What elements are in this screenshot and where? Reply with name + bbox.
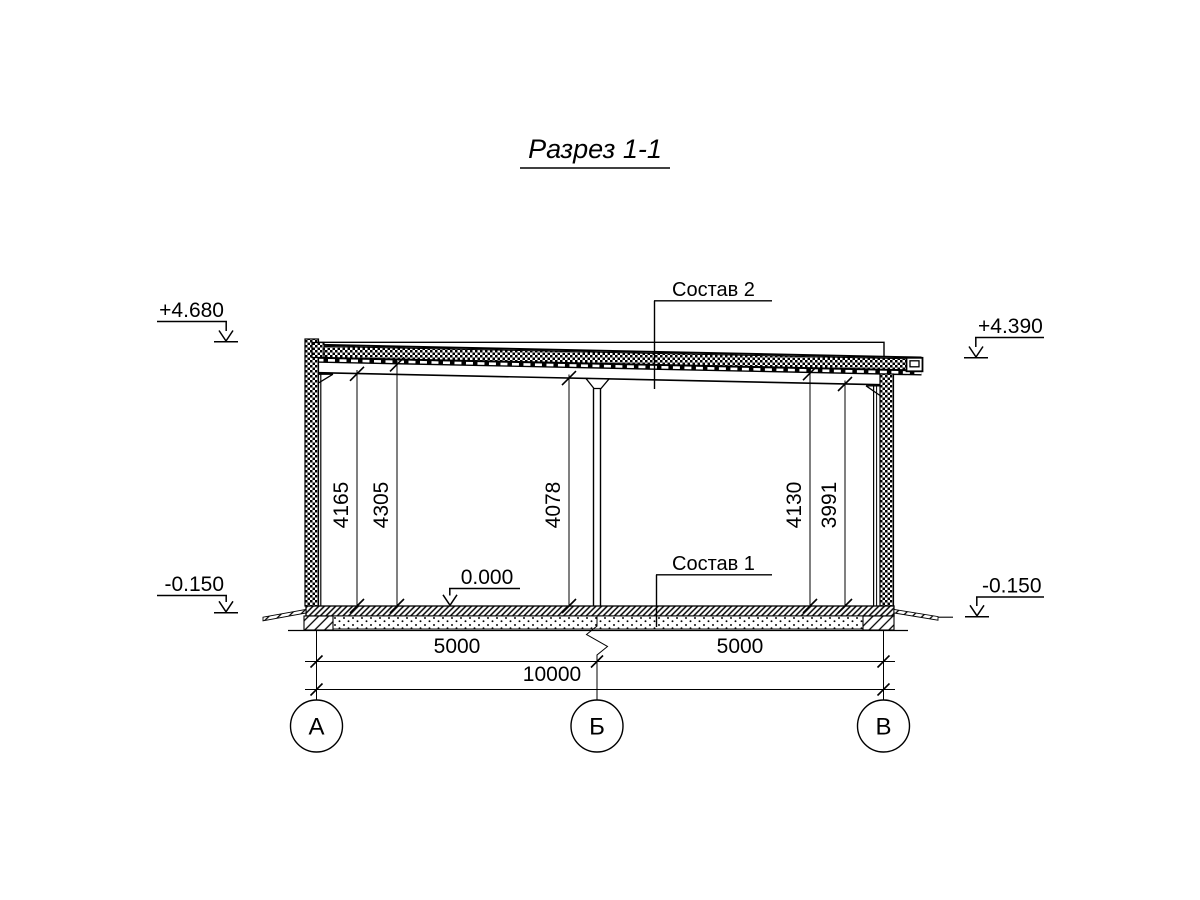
axis-bubble-a [291, 700, 343, 752]
dim-span-left: 5000 [433, 635, 481, 658]
dim-span-right: 5000 [716, 635, 764, 658]
drawing-title [520, 134, 670, 168]
callout-leaders [654, 279, 772, 627]
vdim-4165 [330, 367, 364, 613]
elevation-roof-high-symbol [157, 322, 238, 342]
elevation-floor-zero-symbol [443, 589, 520, 606]
right-apron [894, 609, 938, 620]
vdim-4130 [783, 366, 817, 613]
axis-bubble-v [858, 700, 910, 752]
callout-roof-assembly [654, 279, 772, 389]
vdim-value: 4165 [330, 481, 353, 529]
elevation-ground-left-symbol [157, 596, 238, 613]
elevation-ground-left-value: -0.150 [164, 573, 224, 596]
axis-bubble-b [571, 700, 623, 752]
axis-label: А [308, 713, 325, 741]
elevation-floor-zero-value: 0.000 [460, 566, 514, 589]
elevation-ground-left [157, 573, 238, 613]
callout-floor-assembly-label: Состав 1 [672, 553, 755, 575]
floor-assembly [263, 606, 953, 631]
floor-subbase-layer [333, 616, 863, 629]
vdim-4078 [542, 371, 576, 613]
callout-roof-assembly-leader [654, 301, 772, 389]
elevation-roof-low [964, 315, 1044, 358]
axis-bubbles [291, 700, 910, 752]
callout-roof-assembly-label: Состав 2 [672, 279, 755, 301]
elevation-roof-high-value: +4.680 [159, 299, 224, 322]
left-wall [305, 339, 319, 606]
elevation-floor-zero [443, 566, 520, 605]
vdim-value: 4130 [783, 481, 806, 529]
elevation-roof-low-symbol [964, 338, 1044, 358]
left-apron [263, 609, 306, 620]
left-foundation [304, 616, 333, 630]
page-title: Разрез 1-1 [528, 134, 662, 164]
vdim-value: 4305 [370, 481, 393, 529]
axis-label: Б [589, 713, 605, 741]
fascia-inner [910, 361, 919, 367]
axis-label: В [875, 713, 892, 741]
elevation-ground-right-value: -0.150 [982, 574, 1042, 598]
elevation-ground-right-symbol [965, 597, 1044, 617]
elevation-roof-low-value: +4.390 [978, 315, 1043, 338]
left-wall-edge-beam [312, 343, 324, 358]
building-section [157, 279, 1044, 752]
elevation-ground-right [965, 575, 1044, 617]
column-capital [586, 379, 609, 389]
vdim-value: 4078 [542, 481, 565, 529]
dim-total: 10000 [522, 663, 582, 686]
right-wall [880, 374, 894, 606]
vertical-dimensions [330, 357, 852, 613]
middle-column [586, 379, 609, 607]
vdim-4305 [370, 357, 404, 613]
elevation-roof-high [157, 299, 238, 342]
vdim-value: 3991 [818, 481, 841, 529]
right-foundation [863, 616, 894, 630]
vdim-3991 [818, 377, 852, 613]
